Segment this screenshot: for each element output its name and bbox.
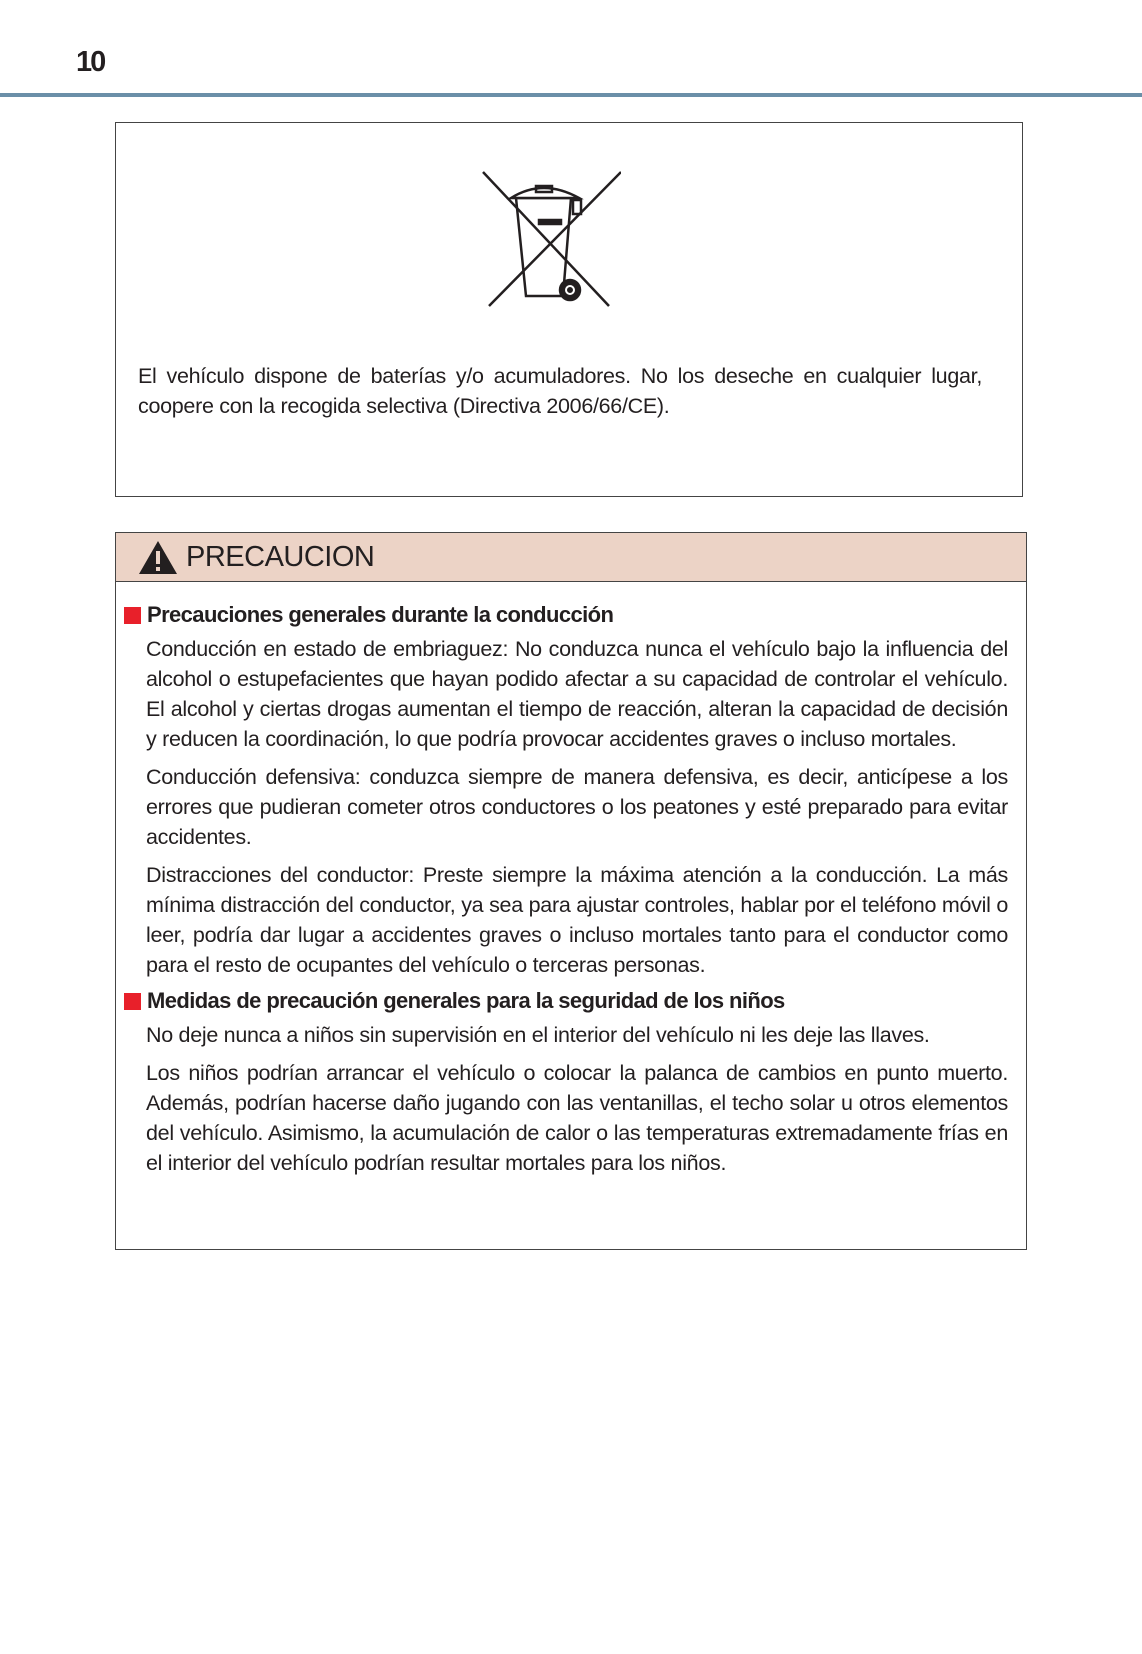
caution-box [115,532,1027,1250]
caution-header [116,533,1026,582]
paragraph: Distracciones del conductor: Preste siempre la máxima atención a la conducción. La más mínima distracción del conductor, ya sea para ajustar controles, hablar por el teléfono móvil o leer, podría dar lugar a accidentes graves o incluso mortales tanto para el conductor como para el resto de ocupantes del vehículo o terceras personas. [146,863,1008,977]
header-rule [0,93,1142,97]
paragraph: Conducción en estado de embriaguez: No conduzca nunca el vehículo bajo la influencia del alcohol o estupefacientes que hayan podido afectar a su capacidad de controlar el vehículo. El alcohol y ciertas drogas aumentan el tiempo de reacción, alteran la capacidad de decisión y reducen la coordinación, lo que podría provocar accidentes graves o incluso mortales. [146,637,1008,751]
red-square-bullet-icon [124,993,141,1010]
paragraph: Conducción defensiva: conduzca siempre de manera defensiva, es decir, anticípese a los errores que pudieran cometer otros conductores o los peatones y esté preparado para evitar accidentes. [146,765,1008,849]
page-number: 10 [76,46,105,78]
disposal-text: El vehículo dispone de baterías y/o acumuladores. No los deseche en cualquier lugar, coopere con la recogida selectiva (Directiva 2006/66/CE). [138,364,982,418]
section-heading: Precauciones generales durante la conducción [124,602,1026,628]
caution-title: PRECAUCION [186,540,375,573]
section-heading: Medidas de precaución generales para la seguridad de los niños [124,988,1026,1014]
red-square-bullet-icon [124,607,141,624]
warning-triangle-icon [138,539,178,575]
paragraph: No deje nunca a niños sin supervisión en el interior del vehículo ni les deje las llaves. [146,1023,930,1047]
battery-disposal-notice [115,122,1023,497]
crossed-out-wheelie-bin-icon [481,168,621,308]
paragraph: Los niños podrían arrancar el vehículo o colocar la palanca de cambios en punto muerto. Además, podrían hacerse daño jugando con las ventanillas, el techo solar u otros elementos del vehículo. Asimismo, la acumulación de calor o las temperaturas extremadamente frías en el interior del vehículo podrían resultar mortales para los niños. [146,1061,1008,1175]
